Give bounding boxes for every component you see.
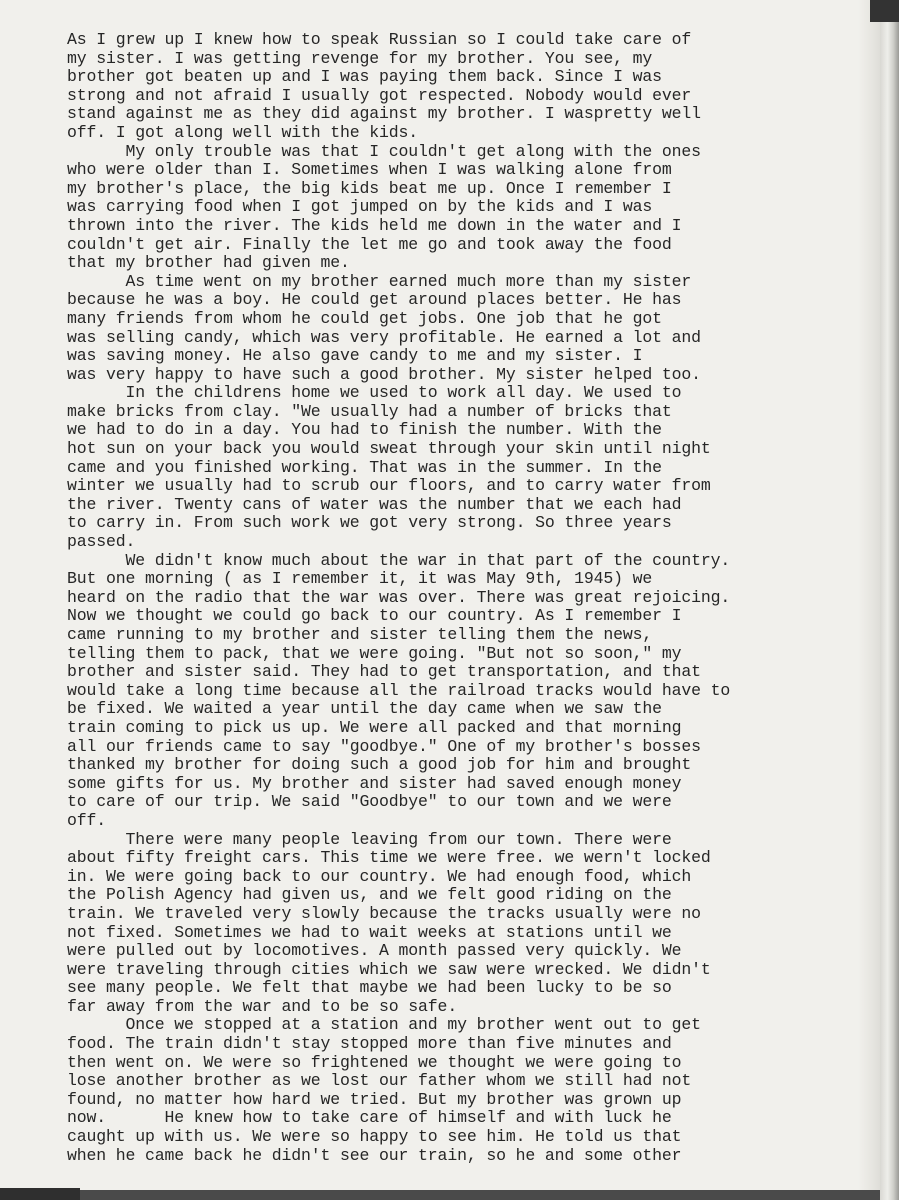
text-line: be fixed. We waited a year until the day came when we saw the	[67, 699, 662, 719]
text-line: to carry in. From such work we got very strong. So three years	[67, 513, 672, 533]
text-line: was saving money. He also gave candy to me and my sister. I	[67, 346, 643, 366]
text-line: some gifts for us. My brother and sister had saved enough money	[67, 773, 682, 793]
text-line: As time went on my brother earned much more than my sister	[67, 271, 692, 291]
text-line: passed.	[67, 532, 136, 552]
text-line: that my brother had given me.	[67, 253, 350, 273]
text-line: winter we usually had to scrub our floors, and to carry water from	[67, 476, 711, 496]
text-line: would take a long time because all the railroad tracks would have to	[67, 680, 731, 700]
text-line: not fixed. Sometimes we had to wait weeks at stations until we	[67, 922, 672, 942]
text-line: brother and sister said. They had to get transportation, and that	[67, 662, 701, 682]
text-line: Once we stopped at a station and my brother went out to get	[67, 1015, 701, 1035]
text-line: train. We traveled very slowly because the tracks usually were no	[67, 903, 701, 923]
text-line: There were many people leaving from our town. There were	[67, 829, 672, 849]
text-line: because he was a boy. He could get around places better. He has	[67, 290, 682, 310]
text-line: couldn't get air. Finally the let me go and took away the food	[67, 234, 672, 254]
text-line: But one morning ( as I remember it, it was May 9th, 1945) we	[67, 569, 653, 589]
text-line: when he came back he didn't see our train, so he and some other	[67, 1145, 682, 1165]
text-line: strong and not afraid I usually got respected. Nobody would ever	[67, 85, 692, 105]
text-line: heard on the radio that the war was over. There was great rejoicing.	[67, 587, 731, 607]
text-line: see many people. We felt that maybe we had been lucky to be so	[67, 978, 672, 998]
text-line: now. He knew how to take care of himself and with luck he	[67, 1108, 672, 1128]
text-line: my sister. I was getting revenge for my brother. You see, my	[67, 48, 653, 68]
text-line: caught up with us. We were so happy to see him. He told us that	[67, 1127, 682, 1147]
text-line: came running to my brother and sister telling them the news,	[67, 625, 653, 644]
text-line: the river. Twenty cans of water was the number that we each had	[67, 494, 682, 514]
text-line: Now we thought we could go back to our country. As I remember I	[67, 606, 682, 626]
text-line: food. The train didn't stay stopped more than five minutes and	[67, 1034, 672, 1054]
binder-edge	[880, 0, 899, 1200]
text-line: came and you finished working. That was in the summer. In the	[67, 457, 662, 477]
text-line: stand against me as they did against my brother. I waspretty well	[67, 104, 701, 124]
text-line: train coming to pick us up. We were all packed and that morning	[67, 717, 682, 737]
text-line: then went on. We were so frightened we thought we were going to	[67, 1052, 682, 1072]
text-line: We didn't know much about the war in that part of the country.	[67, 550, 731, 570]
text-line: about fifty freight cars. This time we were free. we wern't locked	[67, 848, 711, 868]
typewritten-text	[67, 31, 867, 1165]
text-line: were traveling through cities which we saw were wrecked. We didn't	[67, 959, 711, 979]
text-line: lose another brother as we lost our father whom we still had not	[67, 1071, 692, 1091]
text-line: was carrying food when I got jumped on by the kids and I was	[67, 197, 653, 217]
text-line: thrown into the river. The kids held me down in the water and I	[67, 215, 682, 235]
text-line: telling them to pack, that we were going. "But not so soon," my	[67, 643, 682, 663]
text-line: As I grew up I knew how to speak Russian so I could take care of	[67, 30, 692, 49]
text-line: who were older than I. Sometimes when I was walking alone from	[67, 160, 672, 180]
text-line: were pulled out by locomotives. A month passed very quickly. We	[67, 941, 682, 961]
text-line: off. I got along well with the kids.	[67, 122, 419, 142]
bottom-shadow	[0, 1188, 80, 1200]
text-line: to care of our trip. We said "Goodbye" to our town and we were	[67, 792, 672, 812]
text-line: was selling candy, which was very profitable. He earned a lot and	[67, 327, 701, 347]
text-line: brother got beaten up and I was paying them back. Since I was	[67, 67, 662, 87]
text-line: far away from the war and to be so safe.	[67, 996, 458, 1016]
text-line: my brother's place, the big kids beat me up. Once I remember I	[67, 178, 672, 198]
text-line: was very happy to have such a good brother. My sister helped too.	[67, 364, 701, 384]
text-line: off.	[67, 810, 107, 830]
text-line: My only trouble was that I couldn't get along with the ones	[67, 141, 701, 161]
text-line: found, no matter how hard we tried. But my brother was grown up	[67, 1089, 682, 1109]
text-line: all our friends came to say "goodbye." One of my brother's bosses	[67, 736, 701, 756]
text-line: many friends from whom he could get jobs. One job that he got	[67, 308, 662, 328]
text-line: the Polish Agency had given us, and we felt good riding on the	[67, 885, 672, 905]
text-line: hot sun on your back you would sweat through your skin until night	[67, 439, 711, 459]
text-line: In the childrens home we used to work all day. We used to	[67, 383, 682, 403]
text-line: thanked my brother for doing such a good job for him and brought	[67, 755, 692, 775]
text-line: in. We were going back to our country. We had enough food, which	[67, 866, 692, 886]
text-line: we had to do in a day. You had to finish the number. With the	[67, 420, 662, 440]
text-line: make bricks from clay. "We usually had a number of bricks that	[67, 401, 672, 421]
corner-shadow	[870, 0, 899, 22]
